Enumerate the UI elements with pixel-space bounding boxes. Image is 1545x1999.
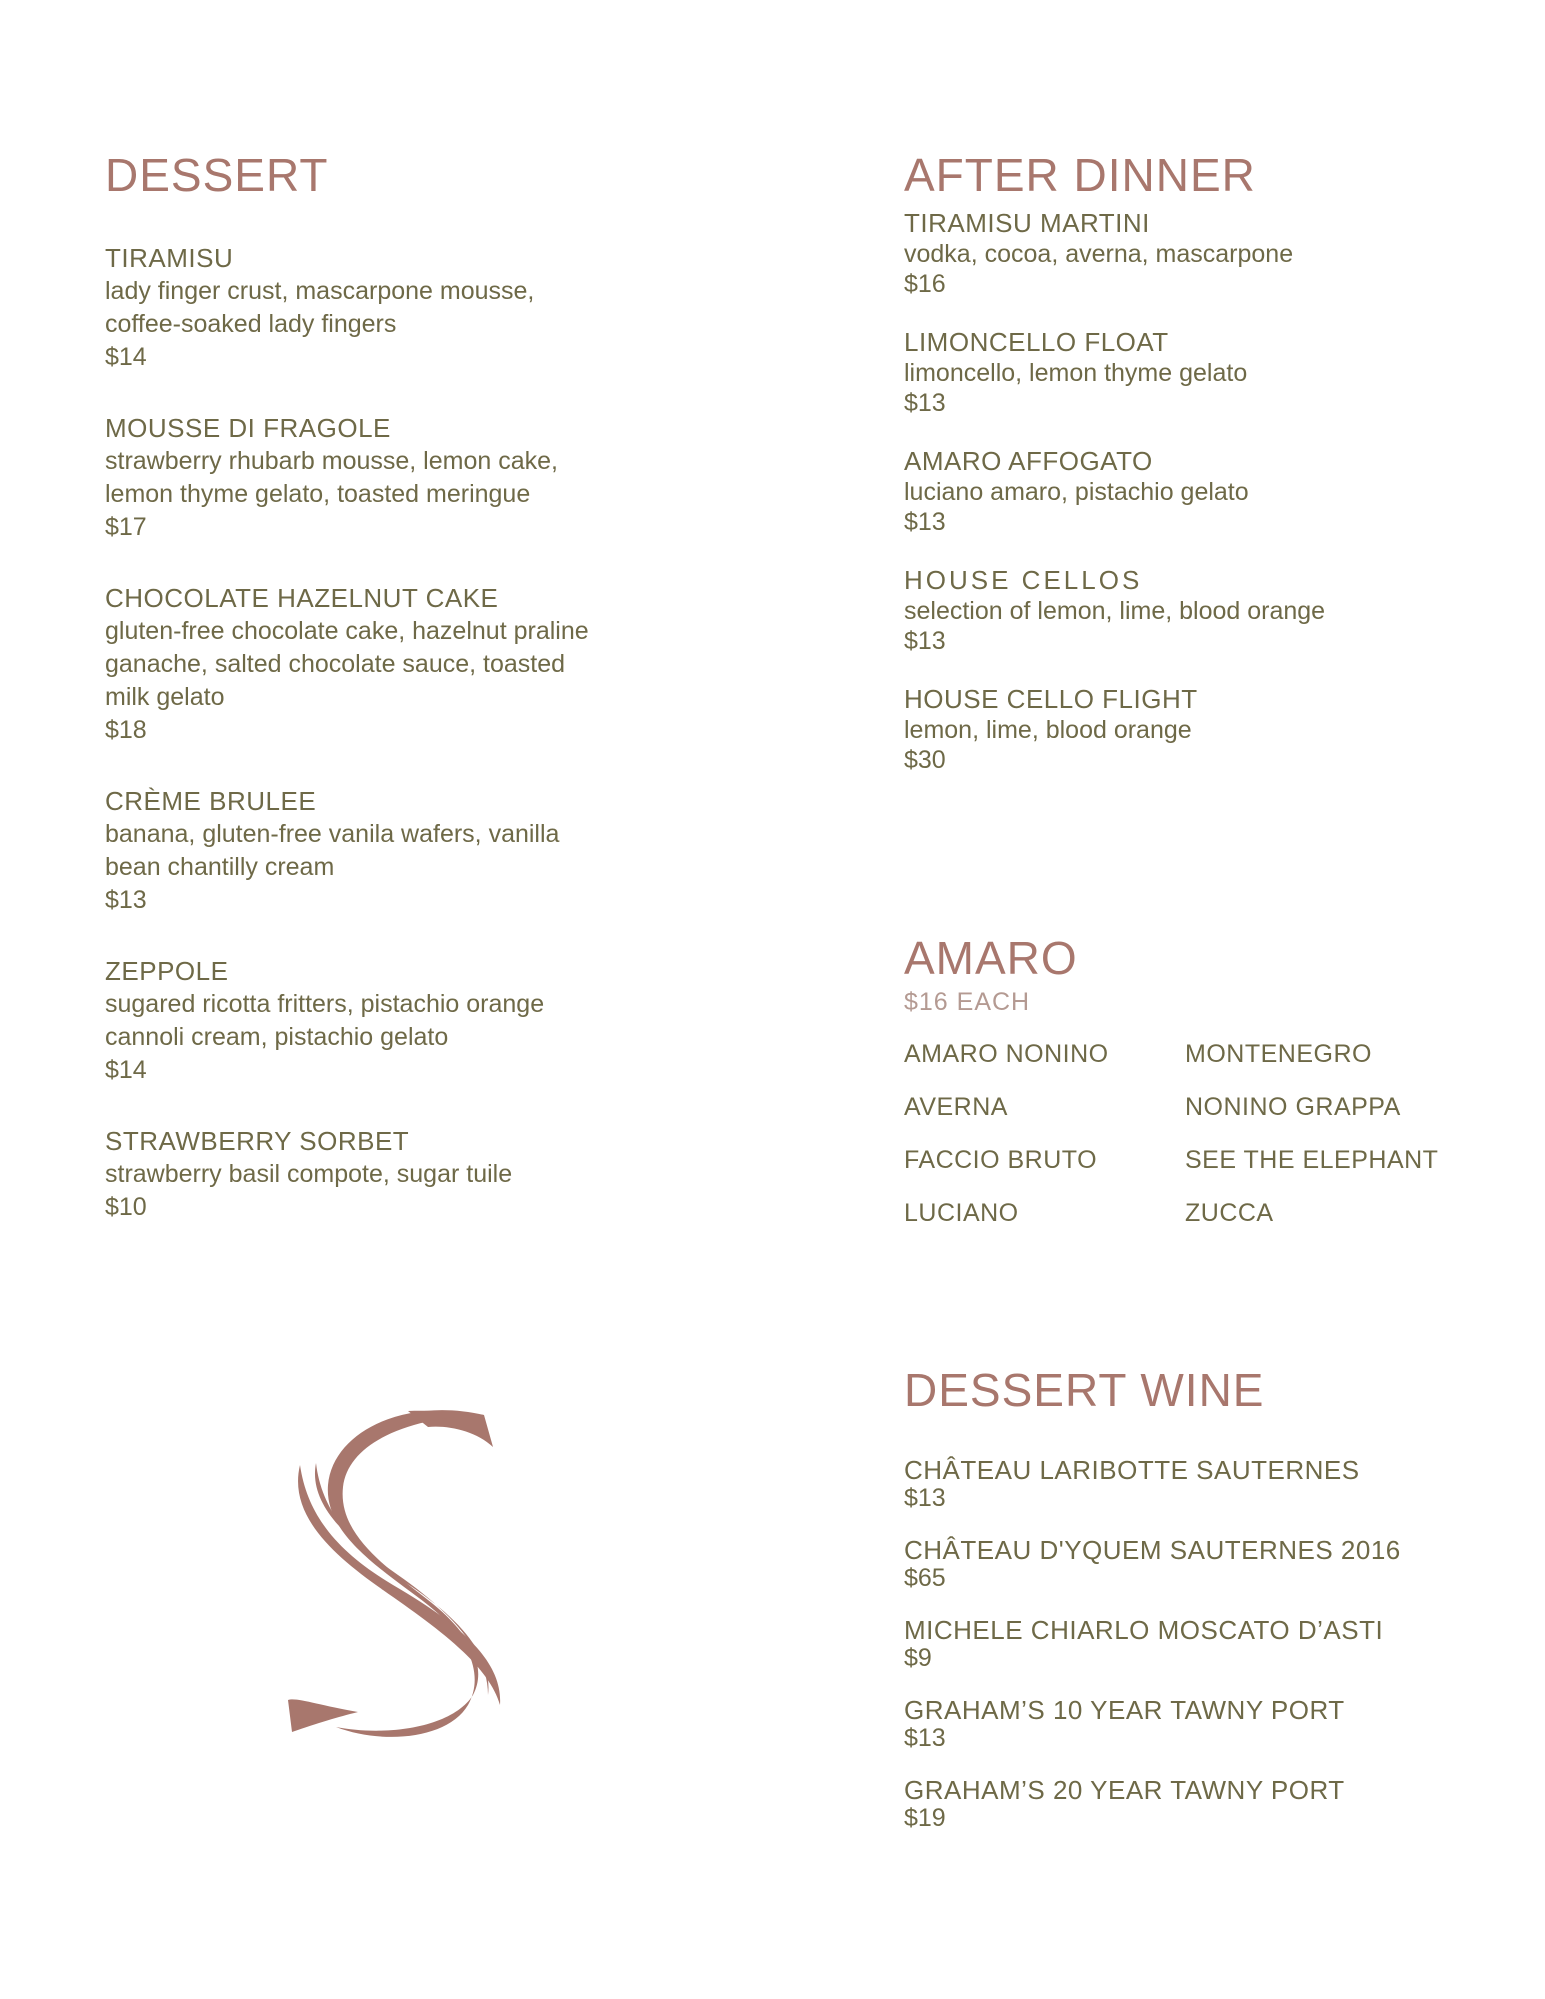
item-desc: lemon thyme gelato, toasted meringue xyxy=(105,479,531,508)
item-desc: lady finger crust, mascarpone mousse, xyxy=(105,276,535,305)
item-name: GRAHAM’S 10 YEAR TAWNY PORT xyxy=(904,1694,1345,1725)
item-name: TIRAMISU xyxy=(105,242,234,273)
item-name: MOUSSE DI FRAGOLE xyxy=(105,412,391,443)
item-price: $13 xyxy=(904,1723,946,1752)
dessert-item xyxy=(105,1124,705,1224)
item-name: GRAHAM’S 20 YEAR TAWNY PORT xyxy=(904,1774,1345,1805)
amaro-item: LUCIANO xyxy=(904,1198,1019,1227)
amaro-item: SEE THE ELEPHANT xyxy=(1185,1145,1439,1174)
item-price: $10 xyxy=(105,1192,147,1221)
item-price: $13 xyxy=(904,388,946,417)
dessert-items xyxy=(105,241,705,1224)
item-desc: cannoli cream, pistachio gelato xyxy=(105,1022,449,1051)
dessert-item xyxy=(105,411,705,544)
item-desc: sugared ricotta fritters, pistachio orange xyxy=(105,989,545,1018)
item-name: CHÂTEAU LARIBOTTE SAUTERNES xyxy=(904,1454,1360,1485)
item-desc: luciano amaro, pistachio gelato xyxy=(904,477,1249,506)
logo-strokes xyxy=(288,1410,500,1737)
item-desc: ganache, salted chocolate sauce, toasted xyxy=(105,649,566,678)
item-desc: strawberry basil compote, sugar tuile xyxy=(105,1159,513,1188)
dessert-wine-section xyxy=(904,1365,1464,1856)
after-dinner-item xyxy=(904,326,1464,418)
wine-item xyxy=(904,1456,1464,1512)
wine-item xyxy=(904,1616,1464,1672)
after-dinner-title: AFTER DINNER xyxy=(904,149,1256,201)
dessert-item xyxy=(105,784,705,917)
dessert-wine-items xyxy=(904,1456,1464,1832)
amaro-list xyxy=(904,1039,1464,1229)
item-price: $18 xyxy=(105,715,147,744)
after-dinner-item xyxy=(904,445,1464,537)
item-name: AMARO AFFOGATO xyxy=(904,445,1153,476)
amaro-item: AMARO NONINO xyxy=(904,1039,1109,1068)
wine-item xyxy=(904,1696,1464,1752)
dessert-section xyxy=(105,150,705,1261)
amaro-section xyxy=(904,933,1464,1229)
item-name: TIRAMISU MARTINI xyxy=(904,207,1150,238)
item-desc: lemon, lime, blood orange xyxy=(904,715,1192,744)
after-dinner-section xyxy=(904,150,1464,802)
item-desc: strawberry rhubarb mousse, lemon cake, xyxy=(105,446,558,475)
item-name: CHOCOLATE HAZELNUT CAKE xyxy=(105,582,499,613)
amaro-item: FACCIO BRUTO xyxy=(904,1145,1098,1174)
item-price: $19 xyxy=(904,1803,946,1832)
amaro-price-note: $16 EACH xyxy=(904,987,1031,1016)
item-name: ZEPPOLE xyxy=(105,955,229,986)
amaro-title: AMARO xyxy=(904,932,1078,984)
item-name: HOUSE CELLOS xyxy=(904,564,1143,595)
s-monogram-logo-icon xyxy=(288,1405,518,1745)
item-price: $16 xyxy=(904,269,946,298)
amaro-item: MONTENEGRO xyxy=(1185,1039,1372,1068)
item-desc: bean chantilly cream xyxy=(105,852,335,881)
item-price: $30 xyxy=(904,745,946,774)
item-name: CRÈME BRULEE xyxy=(105,785,317,816)
item-name: MICHELE CHIARLO MOSCATO D’ASTI xyxy=(904,1614,1384,1645)
amaro-item: AVERNA xyxy=(904,1092,1008,1121)
item-price: $13 xyxy=(904,507,946,536)
item-price: $13 xyxy=(105,885,147,914)
dessert-item xyxy=(105,241,705,374)
amaro-item: NONINO GRAPPA xyxy=(1185,1092,1401,1121)
item-desc: limoncello, lemon thyme gelato xyxy=(904,358,1248,387)
item-name: STRAWBERRY SORBET xyxy=(105,1125,410,1156)
item-desc: selection of lemon, lime, blood orange xyxy=(904,596,1326,625)
wine-item xyxy=(904,1536,1464,1592)
item-price: $9 xyxy=(904,1643,932,1672)
dessert-title: DESSERT xyxy=(105,149,329,201)
item-name: HOUSE CELLO FLIGHT xyxy=(904,683,1198,714)
item-desc: milk gelato xyxy=(105,682,225,711)
item-desc: gluten-free chocolate cake, hazelnut praline xyxy=(105,616,589,645)
after-dinner-item xyxy=(904,564,1464,656)
dessert-item xyxy=(105,581,705,747)
item-desc: coffee-soaked lady fingers xyxy=(105,309,397,338)
item-price: $17 xyxy=(105,512,147,541)
dessert-wine-title: DESSERT WINE xyxy=(904,1364,1265,1416)
after-dinner-items xyxy=(904,207,1464,775)
dessert-item xyxy=(105,954,705,1087)
amaro-item: ZUCCA xyxy=(1185,1198,1274,1227)
wine-item xyxy=(904,1776,1464,1832)
item-price: $13 xyxy=(904,1483,946,1512)
item-price: $13 xyxy=(904,626,946,655)
item-price: $14 xyxy=(105,342,147,371)
item-name: LIMONCELLO FLOAT xyxy=(904,326,1169,357)
after-dinner-item xyxy=(904,207,1464,299)
item-name: CHÂTEAU D'YQUEM SAUTERNES 2016 xyxy=(904,1534,1401,1565)
after-dinner-item xyxy=(904,683,1464,775)
item-desc: vodka, cocoa, averna, mascarpone xyxy=(904,239,1294,268)
item-price: $65 xyxy=(904,1563,946,1592)
item-price: $14 xyxy=(105,1055,147,1084)
item-desc: banana, gluten-free vanila wafers, vanilla xyxy=(105,819,560,848)
